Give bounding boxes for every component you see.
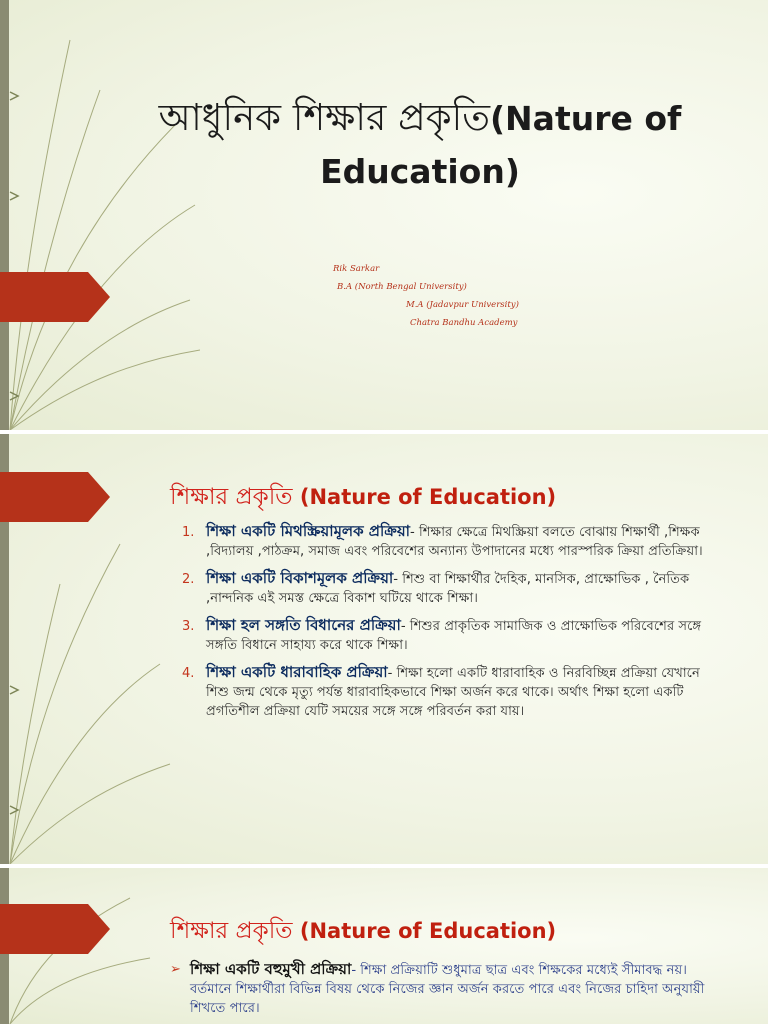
heading-bengali: শিক্ষার প্রকৃতি [170, 918, 300, 944]
author-name: Rik Sarkar [333, 264, 380, 274]
list-item [178, 616, 718, 655]
list-number: 1. [182, 525, 195, 540]
list-number: 2. [182, 572, 195, 587]
item-title: শিক্ষা হল সঙ্গতি বিধানের প্রক্রিয়া [206, 616, 401, 634]
presentation-title [150, 92, 690, 198]
title-bengali: আধুনিক শিক্ষার প্রকৃতি [158, 96, 490, 139]
nature-list [178, 522, 718, 729]
heading-english: (Nature of Education) [299, 485, 557, 509]
heading-bengali: শিক্ষার প্রকৃতি [170, 484, 300, 510]
author-degree-ma: M.A (Jadavpur University) [406, 300, 519, 310]
section-arrow-tab [0, 472, 110, 522]
item-title: শিক্ষা একটি বহুমুখী প্রক্রিয়া [190, 960, 352, 978]
item-title: শিক্ষা একটি বিকাশমূলক প্রক্রিয়া [206, 569, 394, 587]
heading-english: (Nature of Education) [299, 919, 557, 943]
item-description: - শিক্ষার ক্ষেত্রে মিথস্ক্রিয়া বলতে বোঝায় শিক্ষার্থী ,শিক্ষক ,বিদ্যালয় ,পাঠক্রম, সমাজ এবং পরিবেশের অন্যান্য উপাদানের মধ্যে পারস্পরিক ক্রিয়া প্রতিক্রিয়া। [206, 525, 703, 559]
list-item [170, 960, 730, 1018]
list-item [178, 569, 718, 608]
item-description: - শিশু বা শিক্ষার্থীর দৈহিক, মানসিক, প্রাক্ষোভিক , নৈতিক ,নান্দনিক এই সমস্ত ক্ষেত্রে বিকাশ ঘটিয়ে থাকে শিক্ষা। [206, 572, 690, 606]
list-item [178, 522, 718, 561]
section-arrow-tab [0, 904, 110, 954]
slide2-heading [170, 478, 556, 517]
title-slide [0, 0, 768, 430]
item-description: - শিক্ষা প্রক্রিয়াটি শুধুমাত্র ছাত্র এবং শিক্ষকের মধ্যেই সীমাবদ্ধ নয়। বর্তমানে শিক্ষার্থীরা বিভিন্ন বিষয় থেকে নিজের জ্ঞান অর্জন করতে পারে এবং নিজের চাহিদা অনুযায়ী শিখতে পারে। [190, 963, 705, 1016]
item-description: - শিশুর প্রাকৃতিক সামাজিক ও প্রাক্ষোভিক পরিবেশের সঙ্গে সঙ্গতি বিধানে সাহায্য করে থাকে শিক্ষা। [206, 619, 702, 653]
list-number: 3. [182, 619, 195, 634]
title-arrow-tab [0, 272, 110, 322]
list-item [178, 663, 718, 721]
title-english: (Nature of Education) [320, 99, 682, 191]
author-institution: Chatra Bandhu Academy [410, 318, 518, 328]
author-degree-ba: B.A (North Bengal University) [337, 282, 467, 292]
arrow-bullet-icon: ➢ [170, 962, 181, 977]
item-title: শিক্ষা একটি মিথস্ক্রিয়ামূলক প্রক্রিয়া [206, 522, 411, 540]
slide3-heading [170, 912, 556, 951]
list-number: 4. [182, 666, 195, 681]
item-description: - শিক্ষা হলো একটি ধারাবাহিক ও নিরবিচ্ছিন্ন প্রক্রিয়া যেখানে শিশু জন্ম থেকে মৃত্যু পর্যন্ত ধারাবাহিকভাবে শিক্ষা অর্জন করে থাকে। অর্থাৎ শিক্ষা হলো একটি প্রগতিশীল প্রক্রিয়া যেটি সময়ের সঙ্গে সঙ্গে পরিবর্তন করা যায়। [206, 666, 700, 719]
decorative-curves-graphic [0, 0, 200, 430]
item-title: শিক্ষা একটি ধারাবাহিক প্রক্রিয়া [206, 663, 388, 681]
